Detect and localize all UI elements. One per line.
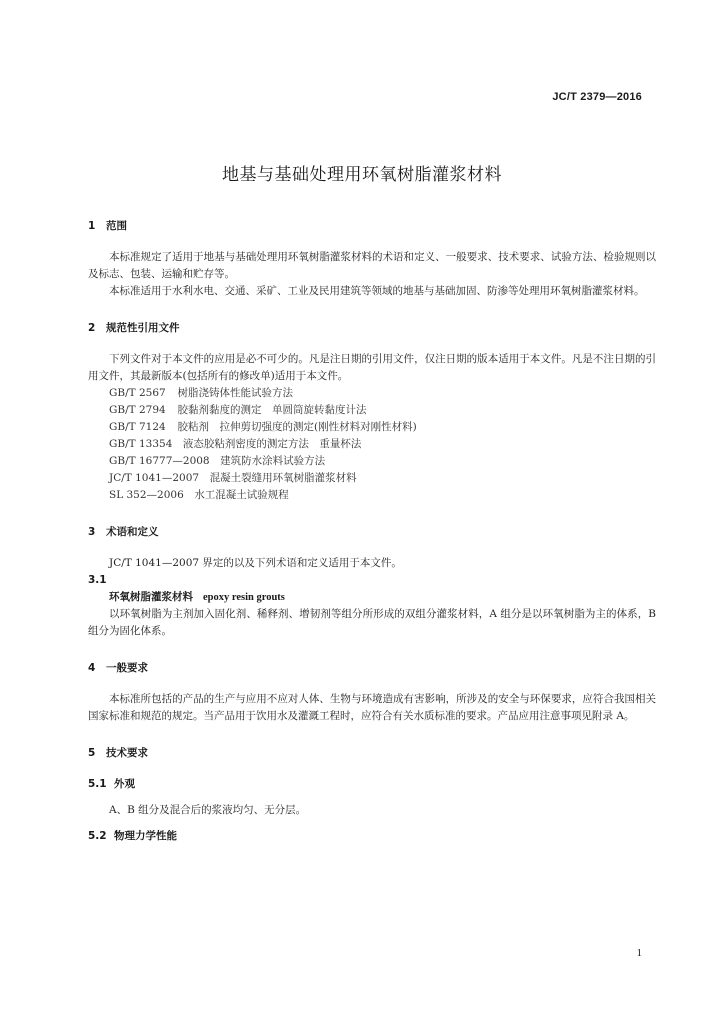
section-title: 一般要求 bbox=[106, 662, 148, 674]
subsection-5-1-paragraph: A、B 组分及混合后的浆液均匀、无分层。 bbox=[109, 804, 307, 816]
section-number: 2 bbox=[88, 322, 96, 334]
reference-name: 混凝土裂缝用环氧树脂灌浆材料 bbox=[209, 472, 357, 484]
reference-code: JC/T 1041—2007 bbox=[109, 472, 200, 484]
subsection-title: 外观 bbox=[114, 778, 135, 790]
reference-name: 液态胶粘剂密度的测定方法 重量杯法 bbox=[182, 438, 362, 450]
section-4-heading bbox=[88, 660, 656, 677]
reference-item bbox=[88, 487, 656, 504]
section-2-heading bbox=[88, 320, 656, 337]
reference-item bbox=[88, 385, 656, 402]
reference-code: GB/T 13354 bbox=[109, 438, 173, 450]
section-title: 技术要求 bbox=[106, 747, 148, 759]
section-title: 规范性引用文件 bbox=[106, 322, 180, 334]
subsection-number: 5.1 bbox=[88, 778, 107, 790]
page-number: 1 bbox=[636, 947, 642, 959]
document-body bbox=[88, 218, 656, 845]
term-definition: 以环氧树脂为主剂加入固化剂、稀释剂、增韧剂等组分所形成的双组分灌浆材料，A 组分是以环氧树脂为主的体系，B 组分为固化体系。 bbox=[88, 608, 656, 637]
section-5-heading bbox=[88, 745, 656, 762]
section-1-paragraph-1: 本标准规定了适用于地基与基础处理用环氧树脂灌浆材料的术语和定义、一般要求、技术要求、试验方法、检验规则以及标志、包装、运输和贮存等。 bbox=[88, 251, 656, 280]
section-1-paragraph-2: 本标准适用于水利水电、交通、采矿、工业及民用建筑等领域的地基与基础加固、防渗等处理用环氧树脂灌浆材料。 bbox=[109, 285, 645, 297]
term-heading bbox=[88, 589, 656, 606]
term-english: epoxy resin grouts bbox=[203, 592, 285, 603]
subsection-title: 物理力学性能 bbox=[114, 830, 177, 842]
reference-item bbox=[88, 419, 656, 436]
term-number: 3.1 bbox=[88, 574, 107, 586]
reference-item bbox=[88, 470, 656, 487]
document-title: 地基与基础处理用环氧树脂灌浆材料 bbox=[222, 165, 502, 185]
reference-name: 胶黏剂黏度的测定 单圆筒旋转黏度计法 bbox=[177, 404, 367, 416]
reference-name: 树脂浇铸体性能试验方法 bbox=[177, 387, 293, 399]
reference-code: SL 352—2006 bbox=[109, 489, 184, 501]
reference-code: GB/T 7124 bbox=[109, 421, 166, 433]
section-1-heading bbox=[88, 218, 656, 235]
reference-name: 胶粘剂 拉伸剪切强度的测定(刚性材料对刚性材料) bbox=[177, 421, 417, 433]
section-4-paragraph-1: 本标准所包括的产品的生产与应用不应对人体、生物与环境造成有害影响，所涉及的安全与环保要求，应符合我国相关国家标准和规范的规定。当产品用于饮用水及灌溉工程时，应符合有关水质标准的要求。产品应用注意事项见附录 A。 bbox=[88, 693, 656, 722]
section-title: 术语和定义 bbox=[106, 526, 159, 538]
section-number: 4 bbox=[88, 662, 96, 674]
reference-code: GB/T 2794 bbox=[109, 404, 166, 416]
section-3-paragraph-1: JC/T 1041—2007 界定的以及下列术语和定义适用于本文件。 bbox=[109, 557, 402, 569]
section-3-heading bbox=[88, 524, 656, 541]
section-number: 1 bbox=[88, 220, 96, 232]
section-title: 范围 bbox=[106, 220, 127, 232]
section-number: 3 bbox=[88, 526, 96, 538]
reference-item bbox=[88, 453, 656, 470]
term-chinese: 环氧树脂灌浆材料 bbox=[109, 591, 193, 603]
subsection-5-1-heading bbox=[88, 776, 656, 793]
reference-code: GB/T 2567 bbox=[109, 387, 166, 399]
reference-item bbox=[88, 402, 656, 419]
reference-item bbox=[88, 436, 656, 453]
reference-code: GB/T 16777—2008 bbox=[109, 455, 210, 467]
section-2-paragraph-1: 下列文件对于本文件的应用是必不可少的。凡是注日期的引用文件，仅注日期的版本适用于本文件。凡是不注日期的引用文件，其最新版本(包括所有的修改单)适用于本文件。 bbox=[88, 353, 656, 382]
reference-name: 水工混凝土试验规程 bbox=[194, 489, 289, 501]
standard-code: JC/T 2379—2016 bbox=[552, 91, 642, 103]
subsection-number: 5.2 bbox=[88, 830, 107, 842]
reference-name: 建筑防水涂料试验方法 bbox=[220, 455, 326, 467]
section-number: 5 bbox=[88, 747, 96, 759]
subsection-5-2-heading bbox=[88, 828, 656, 845]
